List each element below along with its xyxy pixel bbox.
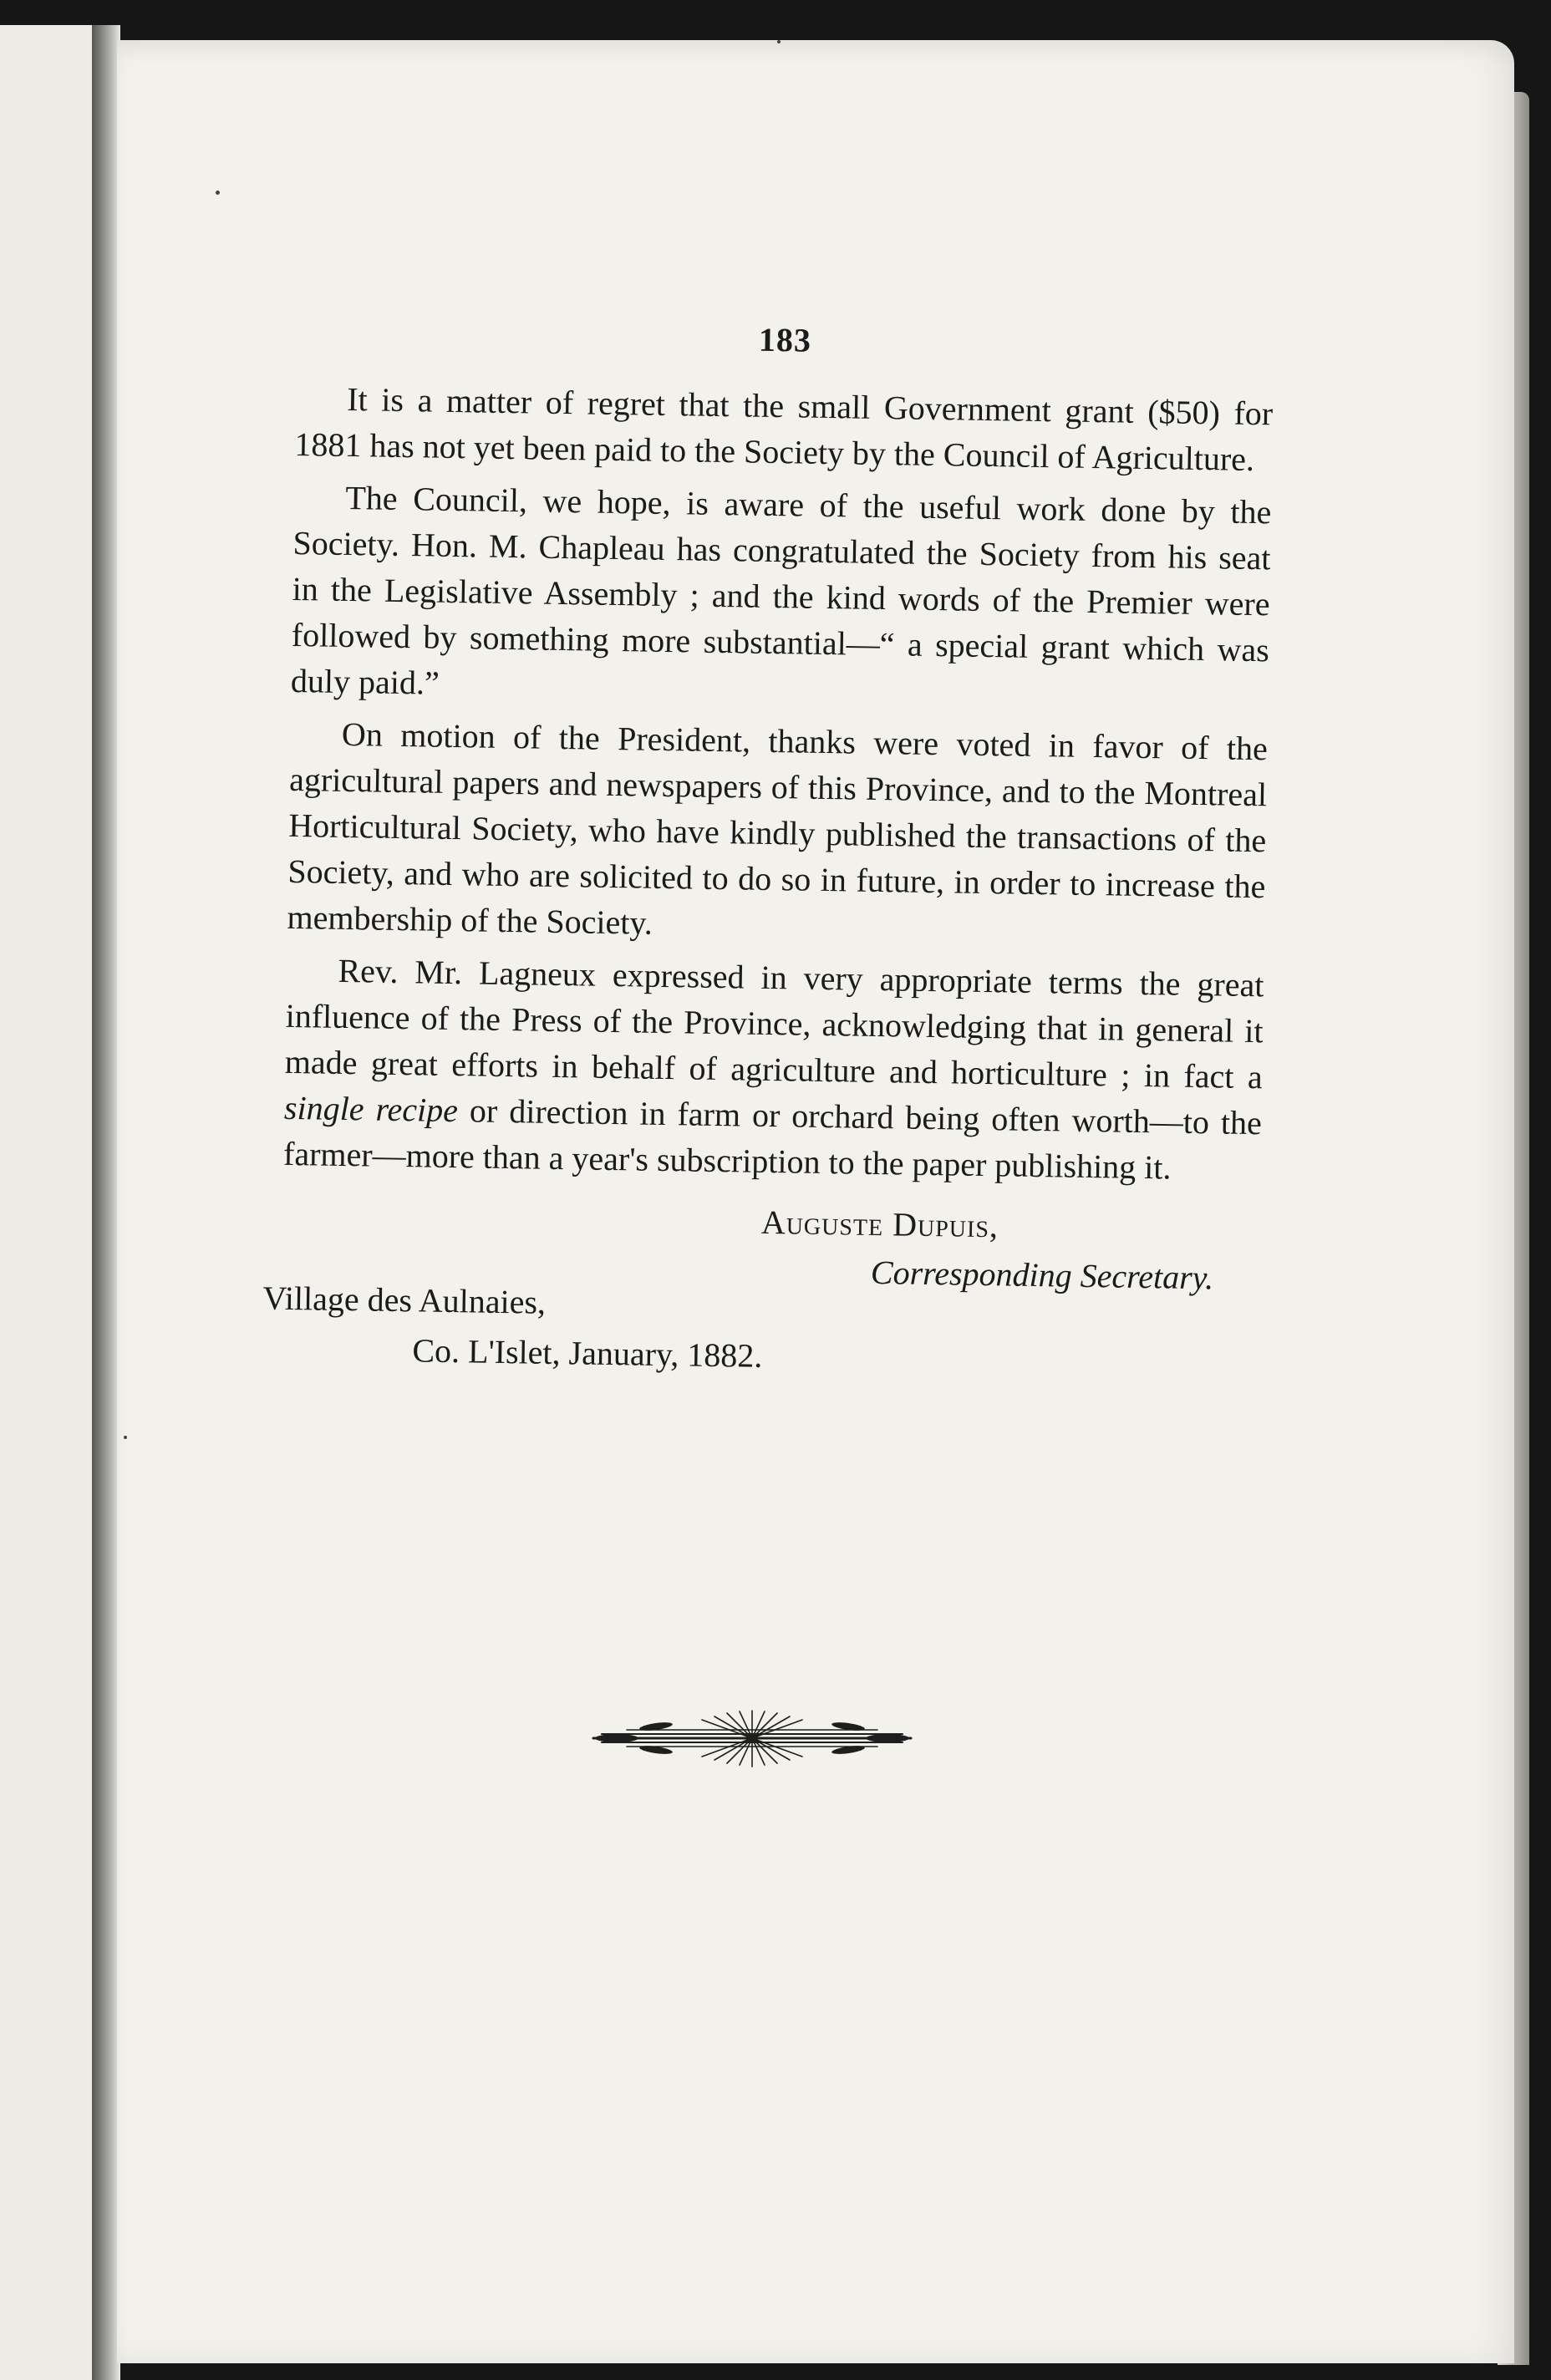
paper-speck — [216, 191, 220, 195]
place-date-line: Co. L'Islet, January, 1882. — [412, 1331, 763, 1375]
paragraph-text: Rev. Mr. Lagneux expressed in very appropriate terms the great influence of the Press of the Province, acknowledging that in general it made great efforts in behalf of agriculture and horticulture ; in fact a — [284, 951, 1264, 1096]
signature-block — [262, 1192, 1260, 1424]
signatory-name: Auguste Dupuis, — [760, 1203, 999, 1245]
paragraph — [283, 947, 1264, 1192]
page-number: 183 — [758, 320, 812, 359]
italic-phrase: single recipe — [283, 1088, 459, 1130]
paragraph-text: It is a matter of regret that the small Government grant ($50) for 1881 has not yet been paid to the Society by the Council of Agriculture. — [294, 379, 1274, 479]
paper-speck — [124, 1436, 127, 1439]
page-text — [262, 309, 1274, 1424]
paragraph-text: or direction in farm or orchard being often worth—to the farmer—more than a year's subscription to the paper publishing it. — [282, 1091, 1263, 1187]
paragraph — [291, 474, 1272, 719]
paragraph — [287, 710, 1268, 955]
paper-speck — [777, 40, 781, 43]
paragraph-text: The Council, we hope, is aware of the useful work done by the Society. Hon. M. Chapleau has congratulated the Society from his seat in the Legislative Assembly ; and the kind words of the Premier were followed by something more substantial—“ a special grant which was duly paid.” — [290, 478, 1272, 702]
paragraph — [294, 375, 1274, 482]
paragraph-text: On motion of the President, thanks were voted in favor of the agricultural papers and newspapers of this Province, and to the Montreal Horticultural Society, who have kindly published the transactions of the Society, and who are solicited to do so in future, in order to increase the membership of the Society. — [287, 715, 1269, 942]
wheat-sheaf-ornament-icon — [577, 1706, 928, 1773]
signatory-title: Corresponding Secretary. — [870, 1253, 1214, 1297]
book-gutter — [92, 25, 120, 2380]
place-line: Village des Aulnaies, — [262, 1279, 547, 1321]
left-page-edge — [0, 25, 105, 2380]
